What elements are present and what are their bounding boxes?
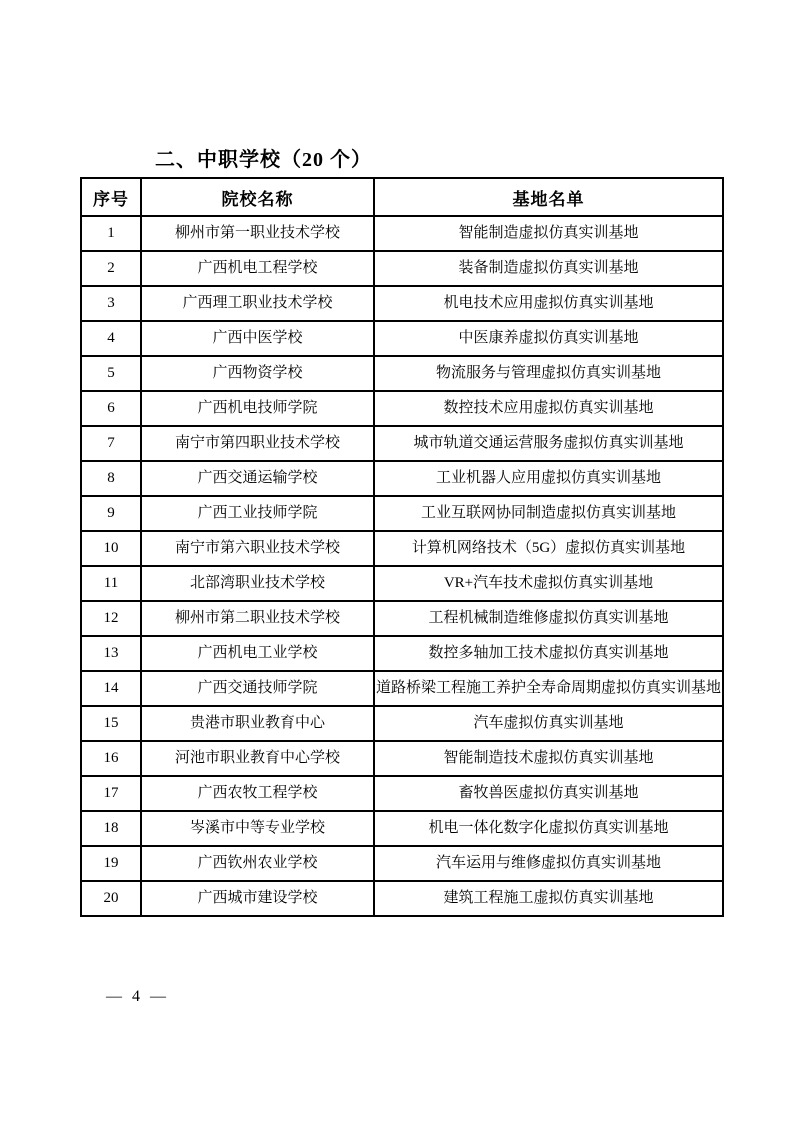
cell-base: 工业机器人应用虚拟仿真实训基地 — [374, 461, 723, 496]
schools-table — [80, 177, 724, 917]
table-row — [81, 881, 723, 916]
table-row — [81, 216, 723, 251]
col-header-base: 基地名单 — [374, 178, 723, 216]
table-row — [81, 461, 723, 496]
cell-no: 6 — [81, 391, 141, 426]
table-row — [81, 391, 723, 426]
cell-no: 11 — [81, 566, 141, 601]
cell-no: 1 — [81, 216, 141, 251]
cell-no: 9 — [81, 496, 141, 531]
cell-no: 18 — [81, 811, 141, 846]
table-row — [81, 496, 723, 531]
table-row — [81, 286, 723, 321]
cell-school: 岑溪市中等专业学校 — [141, 811, 374, 846]
header-row — [81, 178, 723, 216]
cell-base: 城市轨道交通运营服务虚拟仿真实训基地 — [374, 426, 723, 461]
cell-school: 广西机电技师学院 — [141, 391, 374, 426]
table-row — [81, 846, 723, 881]
cell-base: VR+汽车技术虚拟仿真实训基地 — [374, 566, 723, 601]
col-header-school: 院校名称 — [141, 178, 374, 216]
cell-no: 20 — [81, 881, 141, 916]
cell-base: 智能制造虚拟仿真实训基地 — [374, 216, 723, 251]
cell-base: 数控技术应用虚拟仿真实训基地 — [374, 391, 723, 426]
cell-school: 南宁市第六职业技术学校 — [141, 531, 374, 566]
cell-base: 工业互联网协同制造虚拟仿真实训基地 — [374, 496, 723, 531]
cell-no: 2 — [81, 251, 141, 286]
cell-base: 中医康养虚拟仿真实训基地 — [374, 321, 723, 356]
cell-base: 建筑工程施工虚拟仿真实训基地 — [374, 881, 723, 916]
cell-no: 3 — [81, 286, 141, 321]
table-row — [81, 811, 723, 846]
cell-school: 广西农牧工程学校 — [141, 776, 374, 811]
table-row — [81, 601, 723, 636]
cell-school: 广西工业技师学院 — [141, 496, 374, 531]
col-header-no: 序号 — [81, 178, 141, 216]
cell-no: 10 — [81, 531, 141, 566]
cell-school: 北部湾职业技术学校 — [141, 566, 374, 601]
table-row — [81, 776, 723, 811]
cell-school: 广西中医学校 — [141, 321, 374, 356]
cell-school: 广西交通技师学院 — [141, 671, 374, 706]
cell-no: 13 — [81, 636, 141, 671]
page-number: — 4 — — [106, 988, 169, 1005]
cell-no: 17 — [81, 776, 141, 811]
cell-school: 广西钦州农业学校 — [141, 846, 374, 881]
cell-school: 广西机电工业学校 — [141, 636, 374, 671]
cell-base: 汽车运用与维修虚拟仿真实训基地 — [374, 846, 723, 881]
cell-school: 广西物资学校 — [141, 356, 374, 391]
cell-no: 15 — [81, 706, 141, 741]
cell-school: 柳州市第二职业技术学校 — [141, 601, 374, 636]
cell-school: 河池市职业教育中心学校 — [141, 741, 374, 776]
cell-no: 16 — [81, 741, 141, 776]
cell-no: 12 — [81, 601, 141, 636]
table-row — [81, 636, 723, 671]
cell-school: 广西城市建设学校 — [141, 881, 374, 916]
cell-base: 物流服务与管理虚拟仿真实训基地 — [374, 356, 723, 391]
cell-base: 畜牧兽医虚拟仿真实训基地 — [374, 776, 723, 811]
cell-no: 8 — [81, 461, 141, 496]
cell-no: 14 — [81, 671, 141, 706]
table-row — [81, 741, 723, 776]
table-row — [81, 251, 723, 286]
cell-school: 广西机电工程学校 — [141, 251, 374, 286]
cell-base: 计算机网络技术（5G）虚拟仿真实训基地 — [374, 531, 723, 566]
cell-base: 工程机械制造维修虚拟仿真实训基地 — [374, 601, 723, 636]
table-row — [81, 706, 723, 741]
section-title: 二、中职学校（20 个） — [155, 149, 372, 171]
cell-school: 贵港市职业教育中心 — [141, 706, 374, 741]
cell-school: 广西交通运输学校 — [141, 461, 374, 496]
table-row — [81, 426, 723, 461]
cell-base: 智能制造技术虚拟仿真实训基地 — [374, 741, 723, 776]
cell-base: 道路桥梁工程施工养护全寿命周期虚拟仿真实训基地 — [374, 671, 723, 706]
cell-base: 机电一体化数字化虚拟仿真实训基地 — [374, 811, 723, 846]
table-row — [81, 671, 723, 706]
table-row — [81, 356, 723, 391]
cell-school: 广西理工职业技术学校 — [141, 286, 374, 321]
cell-base: 汽车虚拟仿真实训基地 — [374, 706, 723, 741]
cell-no: 7 — [81, 426, 141, 461]
cell-base: 装备制造虚拟仿真实训基地 — [374, 251, 723, 286]
table-row — [81, 321, 723, 356]
table-body — [81, 216, 723, 916]
cell-no: 5 — [81, 356, 141, 391]
cell-no: 4 — [81, 321, 141, 356]
cell-base: 机电技术应用虚拟仿真实训基地 — [374, 286, 723, 321]
cell-school: 南宁市第四职业技术学校 — [141, 426, 374, 461]
cell-base: 数控多轴加工技术虚拟仿真实训基地 — [374, 636, 723, 671]
cell-no: 19 — [81, 846, 141, 881]
cell-school: 柳州市第一职业技术学校 — [141, 216, 374, 251]
table-row — [81, 566, 723, 601]
table-row — [81, 531, 723, 566]
